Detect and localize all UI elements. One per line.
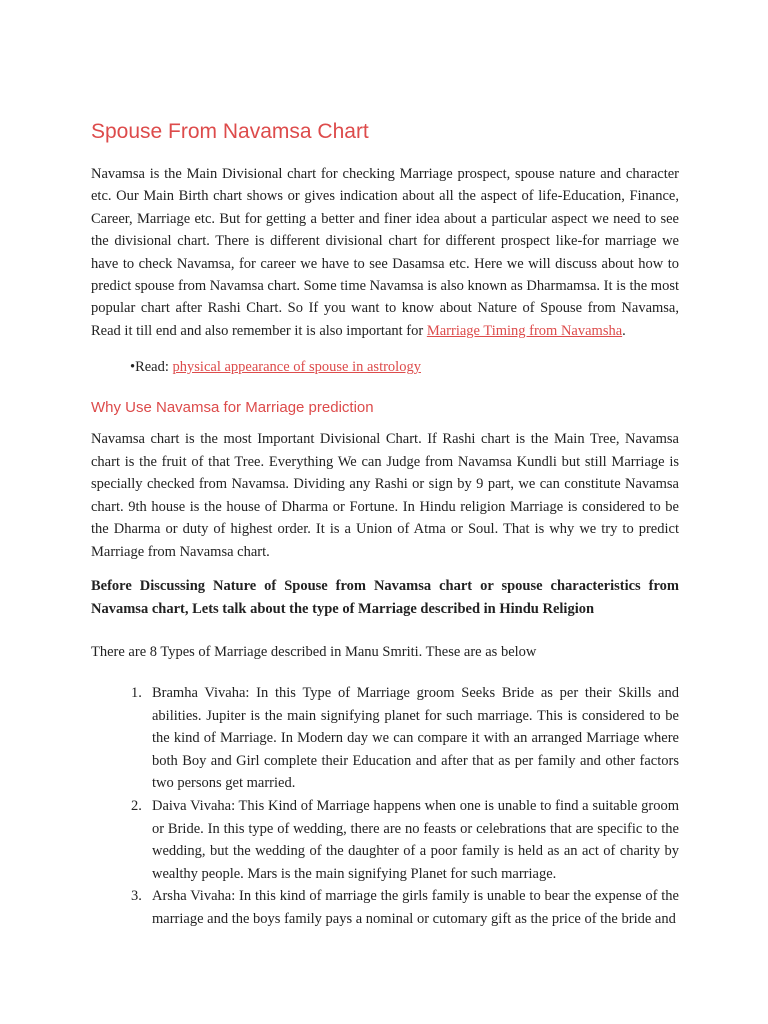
list-number: 1. [131,685,142,701]
types-intro: There are 8 Types of Marriage described in Manu Smriti. These are as below [91,644,537,660]
page-title: Spouse From Navamsa Chart [91,120,369,143]
marriage-timing-link[interactable]: Marriage Timing from Navamsha [426,322,623,339]
marriage-types-list [91,682,679,930]
bold-heading: Before Discussing Nature of Spouse from Navamsa chart or spouse characteristics from Navamsa chart, Lets talk about the type of Marriage described in Hindu Religion [91,578,679,617]
list-item-text: Daiva Vivaha: This Kind of Marriage happens when one is unable to find a suitable groom or Bride. In this type of wedding, there are no feasts or celebrations that are specific to the wedding, but the wedding of the daughter of a poor family is held as an act of charity by wealthy people. Mars is the main signifying Planet for such marriage. [152,797,679,882]
physical-appearance-link[interactable]: physical appearance of spouse in astrology [172,359,421,375]
bullet-icon: • [130,359,136,375]
section-heading: Why Use Navamsa for Marriage prediction [91,399,374,416]
read-line [130,356,421,378]
intro-end: . [622,322,626,339]
intro-text: Navamsa is the Main Divisional chart for checking Marriage prospect, spouse nature and character etc. Our Main Birth chart shows or gives indication about all the aspect of life-Education, Finance, Career, Marriage etc. But for getting a better and finer idea about a particular aspect we need to see the divisional chart. There is different divisional chart for different prospect like-for marriage we have to check Navamsa, for career we have to see Dasamsa etc. Here we will discuss about how to predict spouse from Navamsa chart. Some time Navamsa is also known as Dharmamsa. It is the most popular chart after Rashi Chart. So If you want to know about Nature of Spouse from Navamsa, Read it till end and also remember it is also important for [91,166,679,339]
why-paragraph: Navamsa chart is the most Important Divisional Chart. If Rashi chart is the Main Tree, Navamsa chart is the fruit of that Tree. Everything We can Judge from Navamsa Kundli but still Marriage is specially checked from Navamsa. Dividing any Rashi or sign by 9 part, we can constitute Navamsa chart. 9th house is the house of Dharma or Fortune. In Hindu religion Marriage is considered to be the Dharma or duty of highest order. It is a Union of Atma or Soul. That is why we try to predict Marriage from Navamsa chart. [91,431,679,560]
intro-paragraph [91,163,679,342]
list-item-text: Arsha Vivaha: In this kind of marriage the girls family is unable to bear the expense of the marriage and the boys family pays a nominal or cutomary gift as the price of the bride and [152,888,679,927]
list-item [91,885,679,930]
list-number: 2. [131,797,142,814]
list-item [91,682,679,795]
list-item-text: Bramha Vivaha: In this Type of Marriage groom Seeks Bride as per their Skills and abilities. Jupiter is the main signifying planet for such marriage. This is considered to be the kind of Marriage. In Modern day we can compare it with an arranged Marriage where both Boy and Girl complete their Education and after that as per family and other factors two persons get married. [152,685,679,792]
read-label: Read: [135,359,173,375]
list-item [91,795,679,885]
list-number: 3. [131,888,142,905]
